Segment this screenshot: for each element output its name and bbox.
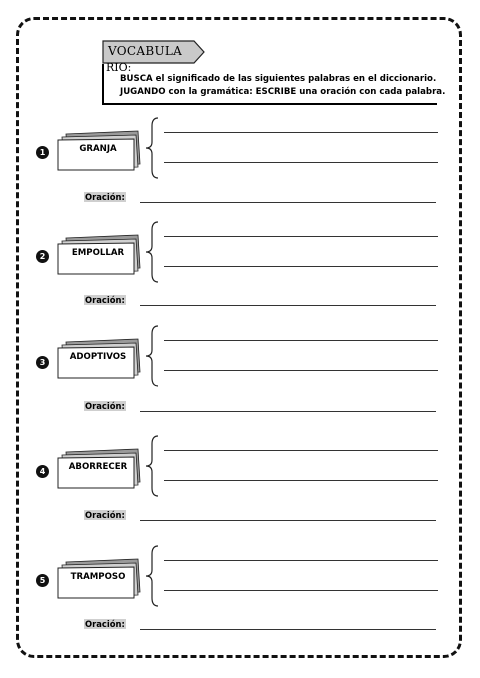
sentence-label: Oración: xyxy=(85,401,125,411)
word-label: EMPOLLAR xyxy=(71,248,125,258)
definition-line-1[interactable] xyxy=(164,560,438,561)
definition-line-1[interactable] xyxy=(164,236,438,237)
number-badge: 4 xyxy=(36,465,49,478)
brace-icon xyxy=(144,324,160,388)
number-badge: 1 xyxy=(36,146,49,159)
header-horizontal-rule xyxy=(102,103,437,105)
definition-line-2[interactable] xyxy=(164,162,438,163)
number-badge: 3 xyxy=(36,356,49,369)
number-badge: 2 xyxy=(36,250,49,263)
brace-icon xyxy=(144,116,160,180)
word-label: GRANJA xyxy=(79,144,117,154)
word-label: TRAMPOSO xyxy=(70,572,126,582)
sentence-label: Oración: xyxy=(85,192,125,202)
vocab-entry-5 xyxy=(0,544,480,644)
vocab-entry-1 xyxy=(0,116,480,216)
definition-line-2[interactable] xyxy=(164,370,438,371)
vocab-entry-4 xyxy=(0,434,480,534)
word-card xyxy=(56,130,146,170)
word-card xyxy=(56,234,146,274)
definition-line-2[interactable] xyxy=(164,266,438,267)
word-label: ABORRECER xyxy=(68,462,128,472)
sentence-line[interactable] xyxy=(140,629,436,630)
sentence-line[interactable] xyxy=(140,305,436,306)
definition-line-2[interactable] xyxy=(164,480,438,481)
instructions xyxy=(120,73,445,99)
definition-line-1[interactable] xyxy=(164,450,438,451)
header-vertical-rule xyxy=(102,64,104,104)
instruction-line-2: JUGANDO con la gramática: ESCRIBE una oración con cada palabra. xyxy=(120,87,446,97)
definition-line-1[interactable] xyxy=(164,340,438,341)
brace-icon xyxy=(144,544,160,608)
vocab-entry-3 xyxy=(0,324,480,424)
tab-title: VOCABULA xyxy=(108,44,183,58)
word-label: ADOPTIVOS xyxy=(69,352,127,362)
sentence-line[interactable] xyxy=(140,520,436,521)
tab-title-continued: RIO: xyxy=(106,61,132,74)
sentence-line[interactable] xyxy=(140,202,436,203)
sentence-label: Oración: xyxy=(85,510,125,520)
number-badge: 5 xyxy=(36,574,49,587)
word-card xyxy=(56,338,146,378)
definition-line-2[interactable] xyxy=(164,590,438,591)
instruction-line-1: BUSCA el significado de las siguientes palabras en el diccionario. xyxy=(120,74,437,84)
definition-line-1[interactable] xyxy=(164,132,438,133)
brace-icon xyxy=(144,220,160,284)
sentence-line[interactable] xyxy=(140,411,436,412)
vocab-entry-2 xyxy=(0,220,480,320)
word-card xyxy=(56,448,146,488)
sentence-label: Oración: xyxy=(85,619,125,629)
brace-icon xyxy=(144,434,160,498)
sentence-label: Oración: xyxy=(85,295,125,305)
word-card xyxy=(56,558,146,598)
